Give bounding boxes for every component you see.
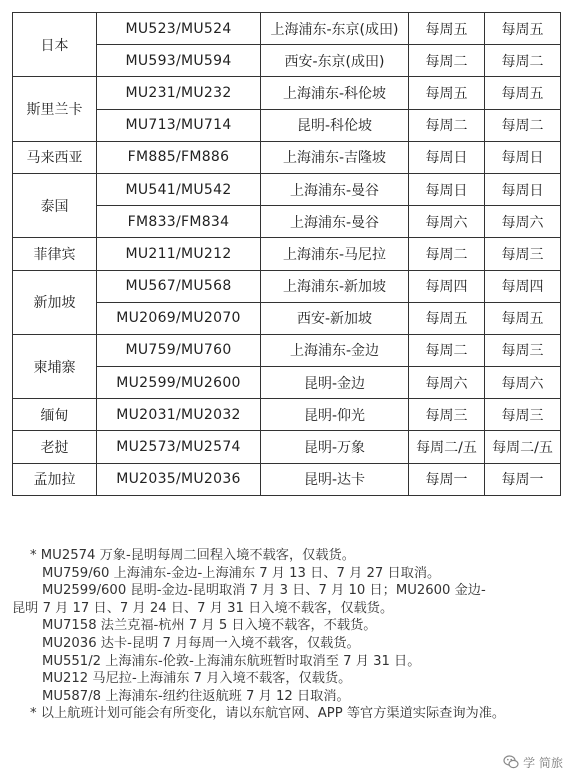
return-day-cell: 每周六 [485, 206, 561, 238]
route-cell: 昆明-万象 [261, 431, 409, 463]
outbound-day-cell: 每周二 [409, 334, 485, 366]
notes-section [12, 547, 562, 723]
route-cell: 昆明-科伦坡 [261, 109, 409, 141]
watermark-text: 学 简旅 [523, 755, 563, 770]
return-day-cell: 每周四 [485, 270, 561, 302]
note-line: * MU2574 万象-昆明每周二回程入境不载客，仅载货。 [30, 548, 355, 563]
return-day-cell: 每周二 [485, 45, 561, 77]
route-cell: 昆明-金边 [261, 367, 409, 399]
return-day-cell: 每周五 [485, 302, 561, 334]
flight-number-cell: MU759/MU760 [97, 334, 261, 366]
table-row [13, 13, 561, 45]
flight-number-cell: MU593/MU594 [97, 45, 261, 77]
return-day-cell: 每周三 [485, 238, 561, 270]
outbound-day-cell: 每周二 [409, 45, 485, 77]
flight-number-cell: MU2599/MU2600 [97, 367, 261, 399]
table-row [13, 141, 561, 173]
outbound-day-cell: 每周四 [409, 270, 485, 302]
note-line: MU551/2 上海浦东-伦敦-上海浦东航班暂时取消至 7 月 31 日。 [42, 653, 421, 669]
table-row [13, 77, 561, 109]
country-cell: 菲律宾 [13, 238, 97, 270]
flight-number-cell: MU541/MU542 [97, 173, 261, 205]
outbound-day-cell: 每周二 [409, 109, 485, 141]
outbound-day-cell: 每周日 [409, 141, 485, 173]
country-cell: 孟加拉 [13, 463, 97, 495]
route-cell: 西安-新加坡 [261, 302, 409, 334]
return-day-cell: 每周二 [485, 109, 561, 141]
watermark [501, 752, 565, 772]
table-row [13, 173, 561, 205]
outbound-day-cell: 每周二 [409, 238, 485, 270]
route-cell: 上海浦东-科伦坡 [261, 77, 409, 109]
outbound-day-cell: 每周五 [409, 302, 485, 334]
outbound-day-cell: 每周二/五 [409, 431, 485, 463]
return-day-cell: 每周日 [485, 173, 561, 205]
note-line: MU587/8 上海浦东-纽约往返航班 7 月 12 日取消。 [42, 688, 350, 704]
country-cell: 泰国 [13, 173, 97, 237]
note-line: MU2036 达卡-昆明 7 月每周一入境不载客，仅载货。 [42, 635, 360, 651]
return-day-cell: 每周一 [485, 463, 561, 495]
return-day-cell: 每周五 [485, 13, 561, 45]
table-row [13, 463, 561, 495]
outbound-day-cell: 每周一 [409, 463, 485, 495]
table-row [13, 431, 561, 463]
flight-schedule-body [13, 13, 561, 496]
route-cell: 上海浦东-马尼拉 [261, 238, 409, 270]
route-cell: 上海浦东-东京(成田) [261, 13, 409, 45]
country-cell: 斯里兰卡 [13, 77, 97, 141]
country-cell: 缅甸 [13, 399, 97, 431]
return-day-cell: 每周日 [485, 141, 561, 173]
flight-number-cell: FM885/FM886 [97, 141, 261, 173]
return-day-cell: 每周二/五 [485, 431, 561, 463]
country-cell: 马来西亚 [13, 141, 97, 173]
table-row [13, 270, 561, 302]
flight-number-cell: MU2573/MU2574 [97, 431, 261, 463]
route-cell: 上海浦东-曼谷 [261, 206, 409, 238]
return-day-cell: 每周五 [485, 77, 561, 109]
table-row [13, 399, 561, 431]
flight-number-cell: MU523/MU524 [97, 13, 261, 45]
note-line: MU7158 法兰克福-杭州 7 月 5 日入境不载客，不载货。 [42, 618, 377, 634]
flight-number-cell: MU231/MU232 [97, 77, 261, 109]
flight-number-cell: MU567/MU568 [97, 270, 261, 302]
flight-number-cell: MU2035/MU2036 [97, 463, 261, 495]
route-cell: 上海浦东-吉隆坡 [261, 141, 409, 173]
country-cell: 新加坡 [13, 270, 97, 334]
table-row [13, 334, 561, 366]
flight-schedule-table [12, 12, 561, 496]
flight-number-cell: MU211/MU212 [97, 238, 261, 270]
wechat-logo-icon [503, 754, 519, 770]
return-day-cell: 每周六 [485, 367, 561, 399]
note-line: MU212 马尼拉-上海浦东 7 月入境不载客，仅载货。 [42, 671, 352, 687]
flight-number-cell: MU2031/MU2032 [97, 399, 261, 431]
route-cell: 西安-东京(成田) [261, 45, 409, 77]
route-cell: 上海浦东-曼谷 [261, 173, 409, 205]
flight-number-cell: FM833/FM834 [97, 206, 261, 238]
table-row [13, 238, 561, 270]
outbound-day-cell: 每周五 [409, 77, 485, 109]
note-line: MU759/60 上海浦东-金边-上海浦东 7 月 13 日、7 月 27 日取消。 [42, 565, 441, 581]
note-line: 昆明 7 月 17 日、7 月 24 日、7 月 31 日入境不载客，仅载货。 [12, 600, 394, 616]
return-day-cell: 每周三 [485, 334, 561, 366]
flight-number-cell: MU2069/MU2070 [97, 302, 261, 334]
country-cell: 柬埔寨 [13, 334, 97, 398]
outbound-day-cell: 每周六 [409, 206, 485, 238]
route-cell: 昆明-仰光 [261, 399, 409, 431]
country-cell: 老挝 [13, 431, 97, 463]
return-day-cell: 每周三 [485, 399, 561, 431]
outbound-day-cell: 每周三 [409, 399, 485, 431]
flight-number-cell: MU713/MU714 [97, 109, 261, 141]
note-line: MU2599/600 昆明-金边-昆明取消 7 月 3 日、7 月 10 日；MU2600 金边- [42, 583, 486, 599]
route-cell: 上海浦东-金边 [261, 334, 409, 366]
outbound-day-cell: 每周日 [409, 173, 485, 205]
route-cell: 昆明-达卡 [261, 463, 409, 495]
outbound-day-cell: 每周六 [409, 367, 485, 399]
outbound-day-cell: 每周五 [409, 13, 485, 45]
note-line: * 以上航班计划可能会有所变化，请以东航官网、APP 等官方渠道实际查询为准。 [30, 706, 506, 722]
route-cell: 上海浦东-新加坡 [261, 270, 409, 302]
country-cell: 日本 [13, 13, 97, 77]
